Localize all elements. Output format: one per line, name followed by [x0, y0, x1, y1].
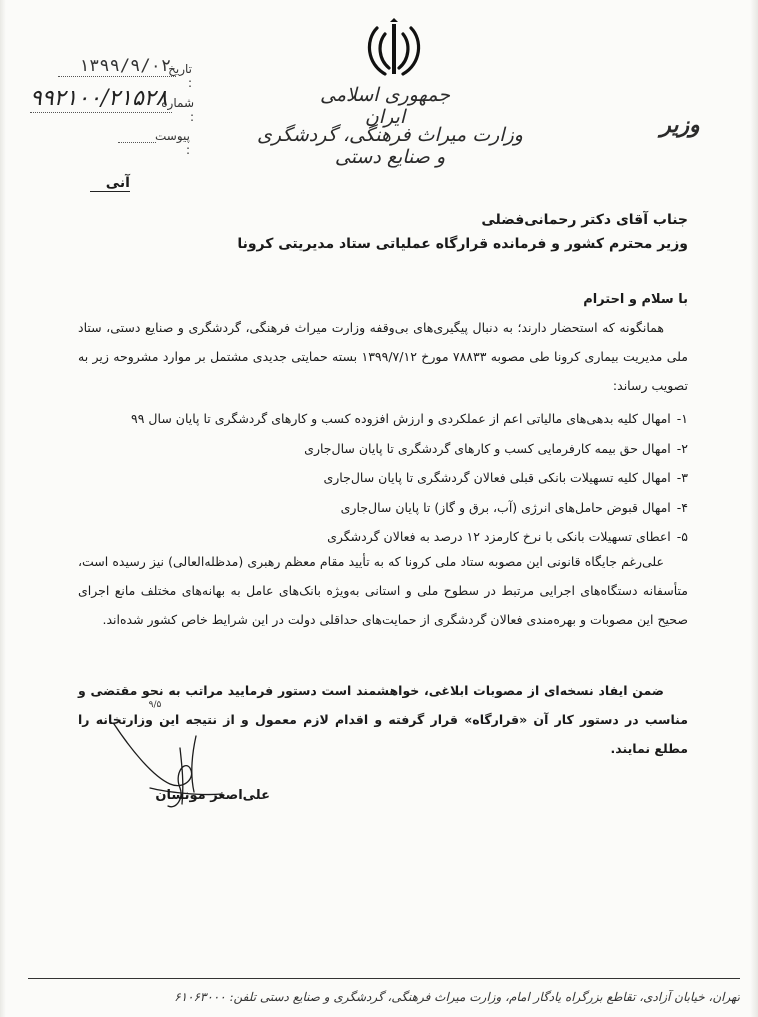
greeting: با سلام و احترام	[583, 292, 688, 307]
list-item: ۲-امهال حق بیمه کارفرمایی کسب و کارهای گردشگری تا پایان سال‌جاری	[304, 440, 688, 456]
list-item: ۴-امهال قبوض حامل‌های انرژی (آب، برق و گاز) تا پایان سال‌جاری	[340, 499, 688, 515]
signature-scribble	[110, 718, 230, 818]
number-line	[30, 112, 172, 113]
footer-rule	[28, 978, 740, 979]
situation-paragraph: علی‌رغم جایگاه قانونی این مصوبه ستاد ملی کرونا که به تأیید مقام معظم رهبری (مدظله‌العالی) نیز رسیده است، متأسفانه دستگاه‌های اجرایی مرتبط در سطوح ملی و استانی به‌ویژه بانک‌های عامل به بهانه‌های مختلف مانع اجرای صحیح این مصوبات و بهره‌مندی فعالان گردشگری از حمایت‌های حداقلی دولت در این شرایط خاص کشور شده‌اند.	[78, 554, 688, 627]
intro-paragraph: همانگونه که استحضار دارند؛ به دنبال پیگیری‌های بی‌وقفه وزارت میراث فرهنگی، گردشگری و صنایع دستی، ستاد ملی مدیریت بیماری کرونا طی مصوبه ۷۸۸۳۳ مورخ ۱۳۹۹/۷/۱۲ بسته حمایتی جدیدی مشتمل بر موارد مشروحه زیر به تصویب رساند:	[78, 320, 688, 393]
recipient-name: جناب آقای دکتر رحمانی‌فضلی	[481, 212, 688, 228]
date-label: تاریخ :	[168, 62, 192, 90]
request-paragraph: ضمن ایفاد نسخه‌ای از مصوبات ابلاغی، خواهشمند است دستور فرمایید مراتب به نحو مقتضی و مناسب در دستور کار آن «قرارگاه» قرار گرفته و اقدام لازم معمول و از نتیجه این وزارتخانه را مطلع نمایند.	[78, 683, 688, 756]
republic-title: جمهوری اسلامی ایران	[320, 84, 450, 128]
national-emblem-icon	[363, 18, 425, 80]
attachment-label: پیوست :	[155, 129, 190, 157]
approval-list	[98, 404, 688, 552]
list-item: ۱-امهال کلیه بدهی‌های مالیاتی اعم از عملکردی و ارزش افزوده کسب و کارهای گردشگری تا پایان سال ۹۹	[131, 411, 688, 426]
attachment-line	[118, 142, 156, 143]
number-value: ۹۹۲۱۰۰/۲۱۵۲۸	[30, 86, 168, 111]
date-line	[58, 76, 176, 77]
number-label: شماره :	[161, 96, 194, 124]
office-title: وزیر	[660, 112, 700, 138]
urgency-mark: آنی	[90, 175, 130, 192]
page-tag: ۹/۵	[148, 700, 162, 710]
date-value: ۱۳۹۹/۹/۰۲	[78, 56, 172, 76]
ministry-name: وزارت میراث فرهنگی، گردشگری و صنایع دستی	[257, 124, 523, 168]
signatory-name: علی‌اصغر مونسان	[155, 788, 270, 803]
footer-address: تهران، خیابان آزادی، تقاطع بزرگراه یادگار امام، وزارت میراث فرهنگی، گردشگری و صنایع دستی تلفن: ۶۱۰۶۳۰۰۰	[174, 990, 740, 1004]
list-item: ۵-اعطای تسهیلات بانکی با نرخ کارمزد ۱۲ درصد به فعالان گردشگری	[327, 529, 688, 544]
list-item: ۳-امهال کلیه تسهیلات بانکی قبلی فعالان گردشگری تا پایان سال‌جاری	[323, 470, 688, 485]
recipient-title: وزیر محترم کشور و فرمانده قرارگاه عملیاتی ستاد مدیریتی کرونا	[237, 236, 688, 252]
